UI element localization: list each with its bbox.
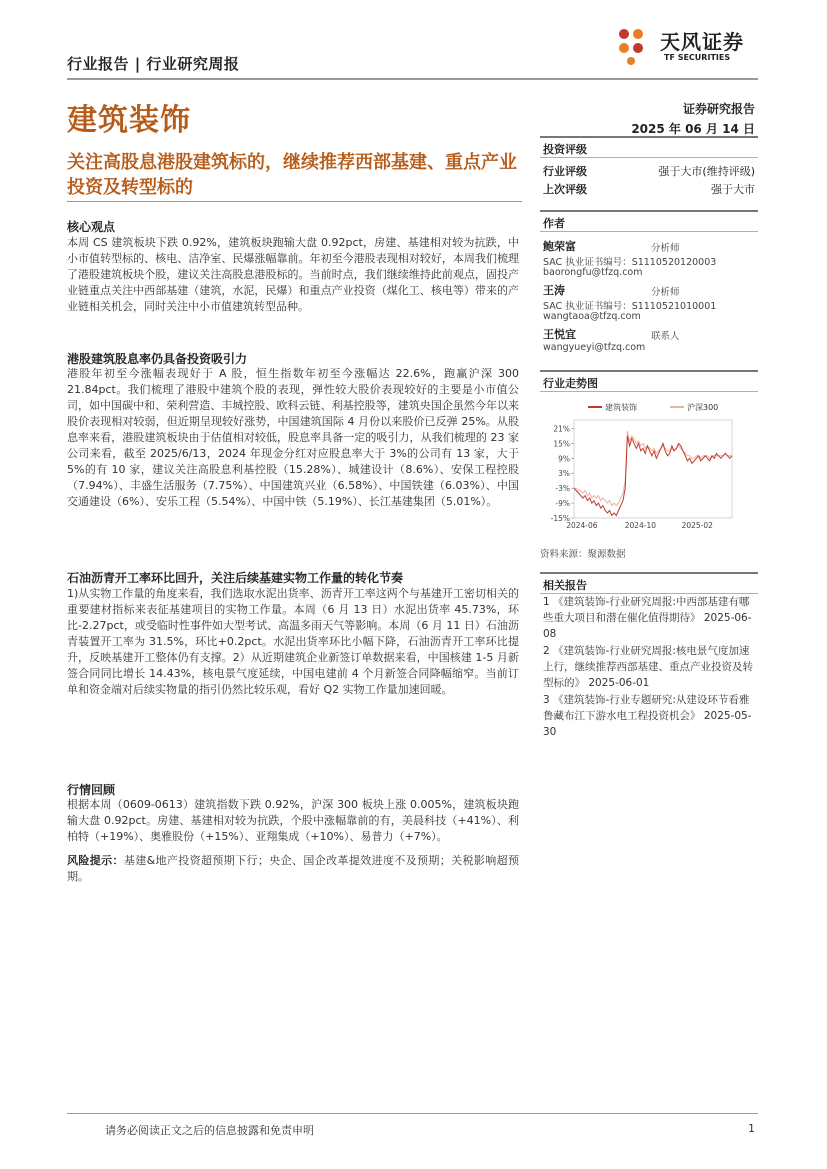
section-body-market: 根据本周（0609-0613）建筑指数下跌 0.92%，沪深 300 板块上涨 0.005%，建筑板块跑输大盘 0.92pct。房建、基建相对较为抗跌，个股中涨幅靠前的有，美晨科技（+41%）、利柏特（+19%）、奥雅股份（+15%）、亚翔集成（+10%）、易普力（+7%）。 [67, 798, 519, 843]
y-tick-label: -3% [555, 484, 570, 494]
author-role: 分析师 [651, 287, 680, 298]
rating-rule [540, 157, 758, 158]
y-tick-label: 3% [558, 469, 570, 479]
section-title-hk: 港股建筑股息率仍具备投资吸引力 [67, 352, 248, 366]
y-tick-label: -9% [555, 499, 570, 509]
section-title-market: 行情回顾 [67, 783, 116, 797]
related-top-rule [540, 572, 758, 574]
footer-disclaimer: 请务必阅读正文之后的信息披露和免责申明 [105, 1124, 314, 1137]
author-email[interactable]: wangyueyi@tfzq.com [543, 342, 646, 353]
risk-note [67, 853, 519, 885]
rating-label-current: 行业评级 [543, 165, 587, 178]
related-report-item[interactable] [543, 692, 759, 740]
section-body-core: 本周 CS 建筑板块下跌 0.92%，建筑板块跑输大盘 0.92pct，房建、基建相对较为抗跌，中小市值转型标的、核电、洁净室、民爆涨幅靠前。年初至今港股表现相对较好，本周我们梳理了港股建筑板块个股，建议关注高股息港股标的。当前时点，我们继续维持此前观点，固投产业链重点关注中西部基建（建筑，水泥，民爆）和重点产业投资（煤化工、核电等）带来的产业链相关机会，同时关注中小市值建筑转型品种。 [67, 236, 519, 313]
header-divider [67, 78, 758, 80]
logo-en: TF SECURITIES [664, 53, 731, 62]
rating-value-previous: 强于大市 [711, 183, 755, 196]
section-body-hk: 港股年初至今涨幅表现好于 A 股，恒生指数年初至今涨幅达 22.6%，跑赢沪深 300 21.84pct。我们梳理了港股中建筑个股的表现，弹性较大股价表现较好的主要是小市值公司，如中国碳中和、荣利营造、丰城控股、欧科云链、利基控股等，建筑央国企虽然今年以来股价表现相对较弱，但近期呈现较好涨势，中国建筑国际 4 月份以来股价已反弹 25%。从股息率来看，港股建筑板块由于估值相对较低，股息率具备一定的吸引力，从我们梳理的 23 家公司来看，截至 2025/6/13，2024 年现金分红对应股息率大于 3%的公司有 13 家，大于 5%的有 10 家，建议关注高股息利基控股（15.28%）、城建设计（8.6%）、安保工程控股（7.94%）、丰盛生活服务（7.75%）、中国建筑兴业（6.58%）、中国铁建（6.03%）、中国交通建设（6%）、安乐工程（5.54%）、中国中铁（5.19%）、长江基建集团（5.01%）。 [67, 367, 519, 508]
author-cert: SAC 执业证书编号：S1110521010001 [543, 301, 717, 312]
author-email[interactable]: baorongfu@tfzq.com [543, 267, 643, 278]
related-report-num: 3 [543, 694, 550, 706]
related-report-text[interactable]: 《建筑装饰-行业研究周报:中西部基建有哪些重大项目和潜在催化值得期待》 [543, 596, 750, 624]
series-line [574, 431, 732, 506]
headline: 关注高股息港股建筑标的，继续推荐西部基建、重点产业投资及转型标的 [67, 152, 517, 198]
x-tick-label: 2024-10 [624, 521, 657, 530]
rating-value-current: 强于大市(维持评级) [658, 165, 755, 178]
chart-box-title: 行业走势图 [543, 377, 598, 390]
headline-divider [67, 201, 522, 202]
section-title-asphalt: 石油沥青开工率环比回升，关注后续基建实物工作量的转化节奏 [67, 571, 404, 585]
author-role: 联系人 [651, 331, 680, 342]
related-report-item[interactable] [543, 594, 759, 642]
author-name: 王悦宜 [543, 328, 576, 341]
authors-title: 作者 [543, 217, 565, 230]
related-report-num: 2 [543, 645, 550, 657]
page-number: 1 [748, 1122, 755, 1135]
legend-label: 建筑装饰 [605, 403, 637, 412]
company-logo [610, 20, 760, 70]
related-report-text[interactable]: 《建筑装饰-行业研究周报:核电景气度加速上行，继续推荐西部基建、重点产业投资及转型标的》 [543, 645, 753, 689]
related-report-item[interactable] [543, 643, 759, 691]
related-report-text[interactable]: 《建筑装饰-行业专题研究:从建设环节看雅鲁藏布江下游水电工程投资机会》 [543, 694, 750, 722]
authors-rule [540, 231, 758, 232]
y-tick-label: 15% [553, 439, 570, 449]
series-line [574, 436, 732, 516]
y-tick-label: 21% [553, 424, 570, 434]
legend-label: 沪深300 [687, 403, 719, 412]
chart-rule [540, 391, 758, 392]
x-tick-label: 2025-02 [681, 521, 713, 530]
author-role: 分析师 [651, 243, 680, 254]
x-tick-label: 2024-06 [566, 521, 598, 530]
rating-label-previous: 上次评级 [543, 183, 587, 196]
footer-divider [67, 1113, 758, 1114]
logo-mark-icon [610, 22, 656, 68]
author-name: 王涛 [543, 284, 565, 297]
related-report-date: 2025-06-01 [588, 677, 650, 689]
logo-cn: 天风证券 [660, 30, 744, 54]
report-type: 证券研究报告 [682, 102, 755, 116]
author-cert: SAC 执业证书编号：S1110520120003 [543, 257, 717, 268]
section-title-core: 核心观点 [67, 220, 116, 234]
chart-source: 资料来源：聚源数据 [540, 549, 626, 560]
y-tick-label: -15% [550, 514, 570, 523]
related-report-num: 1 [543, 596, 550, 608]
related-report-date: 2025-06-08 [543, 612, 752, 640]
rating-title: 投资评级 [543, 143, 587, 156]
report-category: 行业报告 | 行业研究周报 [67, 55, 240, 73]
y-tick-label: 9% [558, 454, 570, 464]
author-email[interactable]: wangtaoa@tfzq.com [543, 311, 641, 322]
rating-top-rule [540, 136, 758, 138]
section-body-asphalt: 1)从实物工作量的角度来看，我们选取水泥出货率、沥青开工率这两个与基建开工密切相关的重要建材指标来表征基建项目的实物工作量。本周（6 月 13 日）水泥出货率 45.73%，环比-2.27pct，或受临时性事件如大型考试、高温多雨天气等影响。本周（6 月 11 日）石油沥青装置开工率为 31.5%，环比+0.2pct。水泥出货率环比小幅下降，石油沥青开工率环比提升，反映基建开工整体仍有支撑。2）从近期建筑企业新签订单数据来看，中国核建 1-5 月新签合同同比增长 14.43%，核电景气度延续，中国电建前 4 个月新签合同降幅缩窄。当前订单和资金端对后续实物量的指引仍然比较乐观，看好 Q2 实物工作量加速回暖。 [67, 587, 519, 696]
related-report-date: 2025-05-30 [543, 710, 752, 738]
report-date: 2025 年 06 月 14 日 [631, 122, 755, 136]
risk-label: 风险提示： [67, 854, 124, 867]
chart-top-rule [540, 370, 758, 372]
authors-top-rule [540, 210, 758, 212]
sector-title: 建筑装饰 [67, 103, 191, 138]
risk-text: 基建&地产投资超预期下行；央企、国企改革提效进度不及预期；关税影响超预期。 [67, 854, 520, 883]
author-name: 鲍荣富 [543, 240, 576, 253]
related-title: 相关报告 [543, 579, 587, 592]
trend-chart [540, 396, 758, 536]
